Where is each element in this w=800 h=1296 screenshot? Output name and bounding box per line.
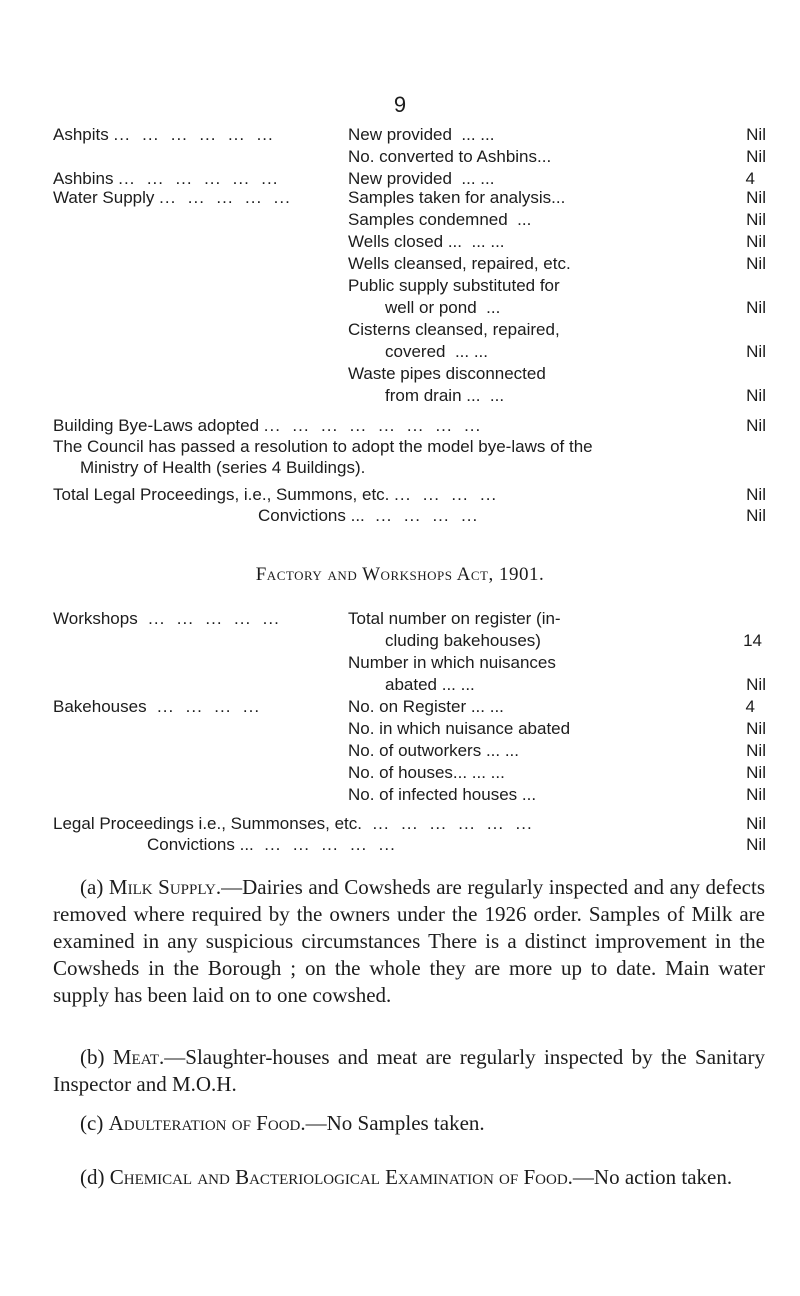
- category-workshops: Workshops ... ... ... ... ...: [53, 609, 280, 628]
- item-from-drain: from drain ... ...: [385, 386, 505, 405]
- value-bakehouses-register: 4: [745, 697, 755, 716]
- building-convictions-value: Nil: [746, 506, 766, 525]
- category-water-supply: Water Supply ... ... ... ... ...: [53, 188, 291, 207]
- factory-convictions-value: Nil: [746, 835, 766, 854]
- item-samples-taken: Samples taken for analysis...: [348, 188, 566, 207]
- item-converted-to-ashbins: No. converted to Ashbins...: [348, 147, 552, 166]
- value-nuisance-abated: Nil: [746, 719, 766, 738]
- value-outworkers: Nil: [746, 741, 766, 760]
- page-number: 9: [393, 92, 407, 117]
- value-samples-condemned: Nil: [746, 210, 766, 229]
- factory-section-heading: Factory and Workshops Act, 1901.: [255, 564, 545, 585]
- item-nuisance-abated: No. in which nuisance abated: [348, 719, 571, 738]
- item-cluding-bakehouses: cluding bakehouses): [385, 631, 541, 650]
- paragraph-adulteration: (c) Adulteration of Food.—No Samples taken.: [80, 1111, 485, 1135]
- item-nuisances: Number in which nuisances: [348, 653, 556, 672]
- value-wells-closed: Nil: [746, 232, 766, 251]
- value-wells-cleansed: Nil: [746, 254, 766, 273]
- factory-legal-value: Nil: [746, 814, 766, 833]
- category-ashpits: Ashpits ... ... ... ... ... ...: [53, 125, 274, 144]
- paragraph-meat: (b) Meat.—Slaughter-houses and meat are regularly inspected by the Sanitary Inspector and M.O.H.: [53, 1045, 765, 1096]
- item-ashpits-new-provided: New provided ... ...: [348, 125, 495, 144]
- item-wells-closed: Wells closed ... ... ...: [348, 232, 505, 251]
- total-legal-proceedings-label: Total Legal Proceedings, i.e., Summons, etc. ... ... ... ...: [53, 485, 498, 504]
- item-waste-pipes: Waste pipes disconnected: [348, 364, 546, 383]
- item-abated: abated ... ...: [385, 675, 475, 694]
- item-covered: covered ... ...: [385, 342, 488, 361]
- value-public-supply: Nil: [746, 298, 766, 317]
- value-waste-pipes: Nil: [746, 386, 766, 405]
- category-ashbins: Ashbins ... ... ... ... ... ...: [53, 169, 279, 188]
- item-outworkers: No. of outworkers ... ...: [348, 741, 520, 760]
- value-samples-taken: Nil: [746, 188, 766, 207]
- factory-convictions-label: Convictions ... ... ... ... ... ...: [147, 835, 396, 854]
- total-legal-proceedings-value: Nil: [746, 485, 766, 504]
- item-well-or-pond: well or pond ...: [385, 298, 501, 317]
- value-ashpits-new: Nil: [746, 125, 766, 144]
- value-infected-houses: Nil: [746, 785, 766, 804]
- item-total-on-register: Total number on register (in-: [348, 609, 561, 628]
- value-cisterns: Nil: [746, 342, 766, 361]
- item-wells-cleansed: Wells cleansed, repaired, etc.: [348, 254, 571, 273]
- resolution-line-2: Ministry of Health (series 4 Buildings).: [80, 458, 366, 477]
- factory-legal-label: Legal Proceedings i.e., Summonses, etc. ... ... ... ... ... ...: [53, 814, 533, 833]
- category-bakehouses: Bakehouses ... ... ... ...: [53, 697, 261, 716]
- item-infected-houses: No. of infected houses ...: [348, 785, 537, 804]
- item-public-supply: Public supply substituted for: [348, 276, 560, 295]
- value-total-on-register: 14: [743, 631, 762, 650]
- item-no-on-register: No. on Register ... ...: [348, 697, 504, 716]
- building-convictions-label: Convictions ... ... ... ... ...: [258, 506, 479, 525]
- value-nuisances-abated: Nil: [746, 675, 766, 694]
- paragraph-chemical-examination: (d) Chemical and Bacteriological Examination of Food.—No action taken.: [80, 1165, 733, 1189]
- paragraph-milk-supply: (a) Milk Supply.—Dairies and Cowsheds are regularly inspected and any defects removed where required by the owners under the 1926 order. Samples of Milk are examined in any suspicious circumstances There is a distinct improvement in the Cowsheds in the Borough ; on the whole they are more up to date. Main water supply has been laid on to one cowshed.: [53, 875, 765, 1007]
- item-cisterns: Cisterns cleansed, repaired,: [348, 320, 560, 339]
- building-bye-laws-value: Nil: [746, 416, 766, 435]
- value-houses: Nil: [746, 763, 766, 782]
- item-houses: No. of houses... ... ...: [348, 763, 505, 782]
- resolution-line-1: The Council has passed a resolution to adopt the model bye-laws of the: [53, 437, 593, 456]
- value-ashbins-new: 4: [745, 169, 755, 188]
- value-converted: Nil: [746, 147, 766, 166]
- item-samples-condemned: Samples condemned ...: [348, 210, 532, 229]
- building-bye-laws-label: Building Bye-Laws adopted ... ... ... ... ... ... ... ...: [53, 416, 482, 435]
- item-ashbins-new-provided: New provided ... ...: [348, 169, 495, 188]
